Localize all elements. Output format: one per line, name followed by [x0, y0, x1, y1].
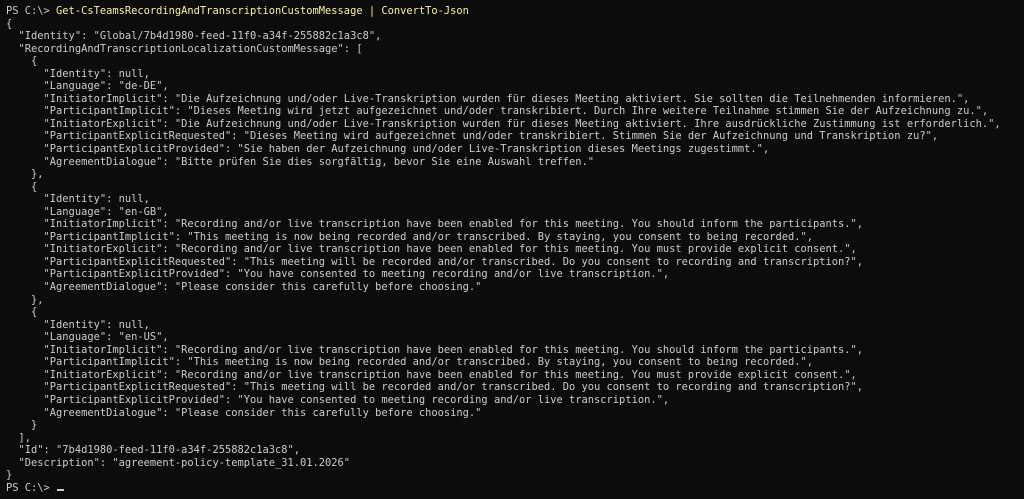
output-line: "ParticipantImplicit": "This meeting is now being recorded and/or transcribed. By staying, you consent to being recorded.", [6, 356, 813, 369]
output-line: "AgreementDialogue": "Bitte prüfen Sie dies sorgfältig, bevor Sie eine Auswahl treffen." [6, 155, 595, 168]
output-line: "InitiatorImplicit": "Recording and/or live transcription have been enabled for this meeting. You should inform the participants.", [6, 218, 864, 231]
output-line: { [6, 306, 38, 319]
output-line: "ParticipantExplicitRequested": "Dieses Meeting wird aufgezeichnet und/oder transkribiert. Stimmen Sie der Aufzeichnung und Transkription zu?", [6, 130, 939, 143]
prompt: PS C:\> [6, 5, 57, 17]
output-line: "AgreementDialogue": "Please consider this carefully before choosing." [6, 281, 482, 294]
output-line: "ParticipantExplicitRequested": "This meeting will be recorded and/or transcribed. Do you consent to recording and transcription?", [6, 381, 864, 394]
output-line: { [6, 180, 38, 193]
output-line: "Identity": null, [6, 67, 150, 80]
text-cursor [57, 489, 64, 491]
output-line: "ParticipantExplicitProvided": "You have consented to meeting recording and/or live transcription.", [6, 268, 670, 281]
output-line: "ParticipantExplicitRequested": "This meeting will be recorded and/or transcribed. Do you consent to recording and transcription?", [6, 255, 864, 268]
output-line: "Language": "de-DE", [6, 80, 169, 93]
output-line: "Id": "7b4d1980-feed-11f0-a34f-255882c1a3c8", [6, 444, 301, 457]
output-line: "Description": "agreement-policy-template_31.01.2026" [6, 456, 351, 469]
output-line: } [6, 419, 38, 432]
output-line: "Language": "en-US", [6, 331, 169, 344]
output-line: "InitiatorImplicit": "Die Aufzeichnung und/oder Live-Transkription wurden für dieses Meeting aktiviert. Sie sollten die Teilnehmenden informieren.", [6, 92, 970, 105]
output-line: "Language": "en-GB", [6, 205, 169, 218]
output-line: "Identity": null, [6, 318, 150, 331]
output-line: "Identity": null, [6, 193, 150, 206]
output-line: "RecordingAndTranscriptionLocalizationCustomMessage": [ [6, 42, 363, 55]
command-line [6, 5, 1024, 18]
command-output [6, 18, 1024, 482]
output-line: }, [6, 168, 44, 181]
output-line: "InitiatorExplicit": "Recording and/or live transcription have been enabled for this meeting. You must provide explicit consent.", [6, 368, 857, 381]
prompt: PS C:\> [6, 481, 57, 494]
output-line: "ParticipantExplicitProvided": "You have consented to meeting recording and/or live transcription.", [6, 393, 670, 406]
output-line: "InitiatorExplicit": "Die Aufzeichnung und/oder Live-Transkription wurden für dieses Meeting aktiviert. Ihre ausdrückliche Zustimmung ist erforderlich.", [6, 117, 1001, 130]
output-line: "ParticipantExplicitProvided": "Sie haben der Aufzeichnung und/oder Live-Transkription dieses Meetings zugestimmt.", [6, 143, 770, 156]
output-line: "ParticipantImplicit": "Dieses Meeting wird jetzt aufgezeichnet und/oder transkribiert. Durch Ihre weitere Teilnahme stimmen Sie der Aufzeichnung zu.", [6, 105, 989, 118]
output-line: "AgreementDialogue": "Please consider this carefully before choosing." [6, 406, 482, 419]
output-line: "ParticipantImplicit": "This meeting is now being recorded and/or transcribed. By staying, you consent to being recorded.", [6, 230, 813, 243]
output-line: ], [6, 431, 32, 444]
final-prompt-line[interactable] [6, 482, 1024, 495]
output-line: } [6, 469, 13, 482]
command-text: Get-CsTeamsRecordingAndTranscriptionCustomMessage | ConvertTo-Json [56, 5, 469, 17]
output-line: }, [6, 293, 44, 306]
output-line: "InitiatorExplicit": "Recording and/or live transcription have been enabled for this meeting. You must provide explicit consent.", [6, 243, 857, 256]
output-line: "Identity": "Global/7b4d1980-feed-11f0-a34f-255882c1a3c8", [6, 30, 382, 43]
output-line: { [6, 55, 38, 68]
output-line: "InitiatorImplicit": "Recording and/or live transcription have been enabled for this meeting. You should inform the participants.", [6, 343, 864, 356]
output-line: { [6, 17, 13, 30]
